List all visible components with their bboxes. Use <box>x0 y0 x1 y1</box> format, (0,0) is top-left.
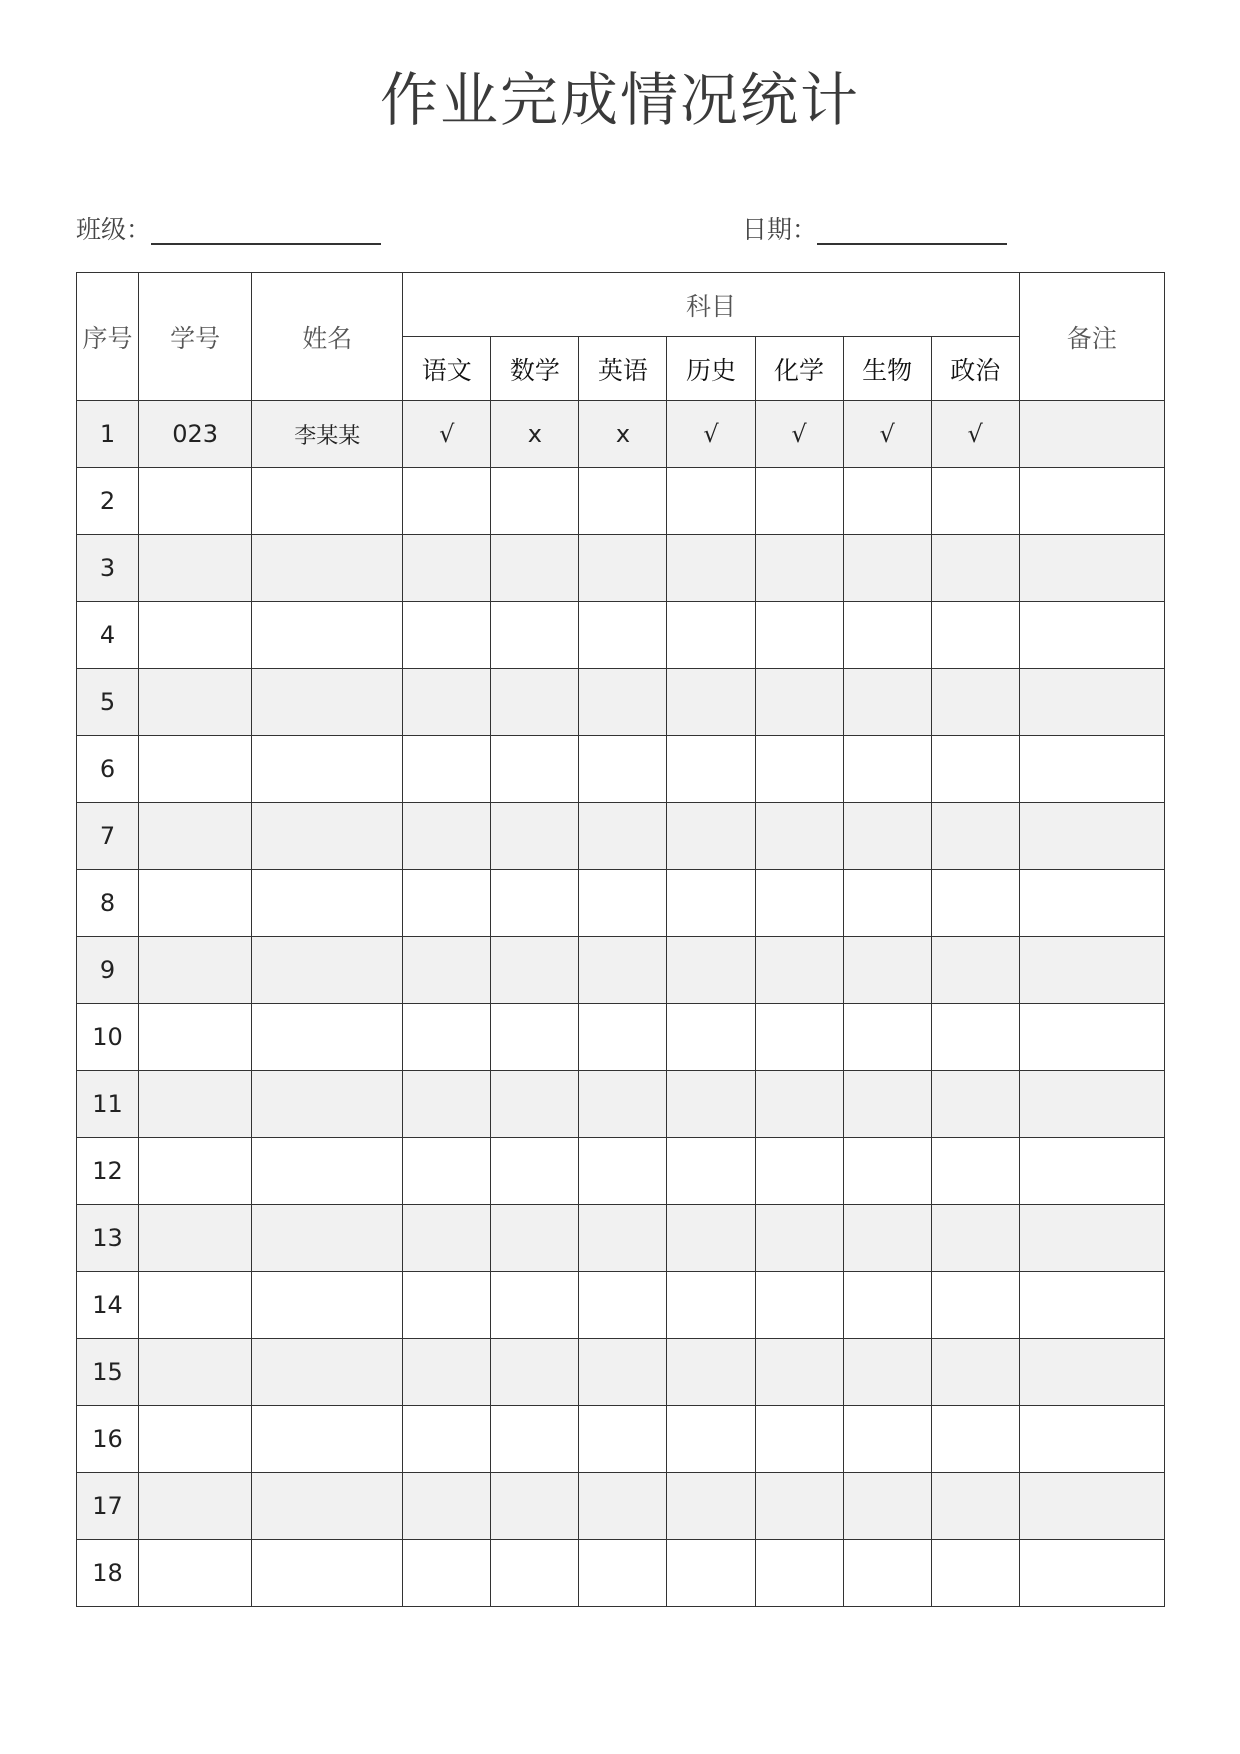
cell-mark[interactable] <box>843 937 931 1004</box>
cell-seq: 1 <box>77 401 139 468</box>
cell-mark[interactable] <box>755 1406 843 1473</box>
table-row <box>77 1071 1165 1138</box>
header-subjects-group: 科目 <box>403 273 1019 337</box>
table-row <box>77 1473 1165 1540</box>
cell-student-id[interactable] <box>139 870 252 937</box>
cell-name[interactable] <box>252 1406 403 1473</box>
cell-mark[interactable] <box>579 669 667 736</box>
date-field <box>742 215 1007 245</box>
cell-mark[interactable] <box>843 1138 931 1205</box>
cell-mark[interactable] <box>755 1071 843 1138</box>
cell-mark[interactable] <box>579 468 667 535</box>
cell-mark[interactable] <box>843 1071 931 1138</box>
cell-mark[interactable] <box>579 1138 667 1205</box>
cell-name[interactable] <box>252 602 403 669</box>
cell-student-id[interactable] <box>139 535 252 602</box>
cell-remark[interactable] <box>1019 1339 1164 1406</box>
cell-seq: 17 <box>77 1473 139 1540</box>
header-seq: 序号 <box>77 273 139 401</box>
cell-seq: 11 <box>77 1071 139 1138</box>
cell-name[interactable] <box>252 1205 403 1272</box>
cell-name[interactable]: 李某某 <box>252 401 403 468</box>
cell-mark[interactable] <box>579 1339 667 1406</box>
cell-mark[interactable] <box>931 669 1019 736</box>
cell-seq: 3 <box>77 535 139 602</box>
cell-mark[interactable] <box>931 1138 1019 1205</box>
cell-mark[interactable] <box>491 1071 579 1138</box>
table-row <box>77 1406 1165 1473</box>
header-remark: 备注 <box>1019 273 1164 401</box>
cell-mark[interactable] <box>931 468 1019 535</box>
cell-mark[interactable] <box>579 803 667 870</box>
cell-name[interactable] <box>252 535 403 602</box>
cell-mark[interactable] <box>491 736 579 803</box>
cell-mark[interactable] <box>579 736 667 803</box>
cell-remark[interactable] <box>1019 1138 1164 1205</box>
table-row <box>77 602 1165 669</box>
header-subject: 历史 <box>667 337 755 401</box>
cell-seq: 15 <box>77 1339 139 1406</box>
cell-name[interactable] <box>252 1272 403 1339</box>
cell-mark[interactable] <box>755 736 843 803</box>
cell-remark[interactable] <box>1019 870 1164 937</box>
cell-mark[interactable] <box>667 803 755 870</box>
table-row <box>77 870 1165 937</box>
cell-mark[interactable] <box>491 1339 579 1406</box>
table-row <box>77 1004 1165 1071</box>
cell-mark[interactable] <box>843 1205 931 1272</box>
cell-seq: 2 <box>77 468 139 535</box>
cell-mark[interactable] <box>843 602 931 669</box>
cell-mark[interactable] <box>931 1205 1019 1272</box>
cell-mark[interactable] <box>667 1071 755 1138</box>
cell-name[interactable] <box>252 736 403 803</box>
class-field <box>76 215 381 245</box>
cell-mark[interactable] <box>843 870 931 937</box>
cell-mark[interactable] <box>579 937 667 1004</box>
class-label: 班级： <box>76 215 152 244</box>
cell-mark[interactable] <box>403 1473 491 1540</box>
cell-mark[interactable] <box>579 870 667 937</box>
table-row <box>77 1138 1165 1205</box>
cell-remark[interactable] <box>1019 535 1164 602</box>
cell-mark[interactable] <box>755 870 843 937</box>
cell-mark[interactable] <box>931 803 1019 870</box>
cell-student-id[interactable] <box>139 1339 252 1406</box>
cell-mark[interactable] <box>843 1406 931 1473</box>
header-subject: 英语 <box>579 337 667 401</box>
cell-mark[interactable] <box>491 669 579 736</box>
cell-student-id[interactable] <box>139 736 252 803</box>
cell-mark[interactable]: √ <box>843 401 931 468</box>
cell-mark[interactable] <box>403 1138 491 1205</box>
cell-mark[interactable] <box>843 468 931 535</box>
table-row <box>77 468 1165 535</box>
cell-student-id[interactable] <box>139 1473 252 1540</box>
cell-mark[interactable] <box>931 1473 1019 1540</box>
cell-remark[interactable] <box>1019 1272 1164 1339</box>
cell-name[interactable] <box>252 1071 403 1138</box>
cell-mark[interactable] <box>843 1272 931 1339</box>
cell-student-id[interactable] <box>139 468 252 535</box>
cell-mark[interactable]: √ <box>667 401 755 468</box>
cell-mark[interactable]: √ <box>931 401 1019 468</box>
header-student-id: 学号 <box>139 273 252 401</box>
cell-mark[interactable] <box>491 1406 579 1473</box>
header-subject: 政治 <box>931 337 1019 401</box>
cell-mark[interactable] <box>843 535 931 602</box>
table-row <box>77 803 1165 870</box>
cell-mark[interactable] <box>491 937 579 1004</box>
cell-mark[interactable]: √ <box>403 401 491 468</box>
table-row <box>77 1205 1165 1272</box>
cell-remark[interactable] <box>1019 602 1164 669</box>
cell-mark[interactable] <box>931 1004 1019 1071</box>
table-row <box>77 1272 1165 1339</box>
cell-name[interactable] <box>252 870 403 937</box>
cell-mark[interactable] <box>843 803 931 870</box>
cell-mark[interactable] <box>667 1540 755 1607</box>
cell-mark[interactable] <box>755 937 843 1004</box>
cell-mark[interactable] <box>755 602 843 669</box>
cell-mark[interactable] <box>667 468 755 535</box>
cell-mark[interactable] <box>843 1473 931 1540</box>
table-row <box>77 1339 1165 1406</box>
header-subject: 语文 <box>403 337 491 401</box>
cell-mark[interactable] <box>491 870 579 937</box>
cell-mark[interactable] <box>403 602 491 669</box>
cell-mark[interactable] <box>667 870 755 937</box>
cell-mark[interactable] <box>403 535 491 602</box>
cell-remark[interactable] <box>1019 937 1164 1004</box>
cell-student-id[interactable] <box>139 1138 252 1205</box>
cell-name[interactable] <box>252 1138 403 1205</box>
cell-mark[interactable] <box>403 1071 491 1138</box>
cell-mark[interactable] <box>403 803 491 870</box>
cell-mark[interactable] <box>755 1272 843 1339</box>
cell-mark[interactable]: x <box>579 401 667 468</box>
cell-seq: 13 <box>77 1205 139 1272</box>
table-row <box>77 937 1165 1004</box>
class-input-line[interactable] <box>151 217 381 245</box>
cell-mark[interactable] <box>667 1272 755 1339</box>
cell-mark[interactable] <box>579 1406 667 1473</box>
cell-name[interactable] <box>252 1540 403 1607</box>
cell-mark[interactable] <box>667 1406 755 1473</box>
cell-mark[interactable] <box>931 937 1019 1004</box>
cell-mark[interactable] <box>755 1205 843 1272</box>
cell-mark[interactable] <box>755 803 843 870</box>
cell-name[interactable] <box>252 468 403 535</box>
cell-seq: 12 <box>77 1138 139 1205</box>
cell-seq: 6 <box>77 736 139 803</box>
cell-mark[interactable] <box>667 1205 755 1272</box>
cell-mark[interactable] <box>843 736 931 803</box>
cell-name[interactable] <box>252 1339 403 1406</box>
table-row <box>77 669 1165 736</box>
cell-student-id[interactable] <box>139 937 252 1004</box>
cell-remark[interactable] <box>1019 803 1164 870</box>
cell-mark[interactable] <box>579 1473 667 1540</box>
cell-mark[interactable] <box>931 1339 1019 1406</box>
cell-mark[interactable] <box>931 1071 1019 1138</box>
cell-seq: 16 <box>77 1406 139 1473</box>
cell-student-id[interactable] <box>139 1406 252 1473</box>
cell-mark[interactable] <box>403 1339 491 1406</box>
cell-mark[interactable] <box>931 1540 1019 1607</box>
cell-student-id[interactable]: 023 <box>139 401 252 468</box>
cell-mark[interactable] <box>755 669 843 736</box>
cell-mark[interactable]: x <box>491 401 579 468</box>
cell-student-id[interactable] <box>139 1004 252 1071</box>
cell-remark[interactable] <box>1019 736 1164 803</box>
cell-seq: 4 <box>77 602 139 669</box>
cell-student-id[interactable] <box>139 1540 252 1607</box>
header-subject: 生物 <box>843 337 931 401</box>
cell-mark[interactable] <box>491 1138 579 1205</box>
cell-mark[interactable] <box>843 1540 931 1607</box>
cell-mark[interactable] <box>931 1272 1019 1339</box>
cell-mark[interactable] <box>667 669 755 736</box>
date-input-line[interactable] <box>817 217 1007 245</box>
cell-seq: 5 <box>77 669 139 736</box>
header-name: 姓名 <box>252 273 403 401</box>
cell-mark[interactable] <box>755 535 843 602</box>
cell-student-id[interactable] <box>139 669 252 736</box>
cell-mark[interactable] <box>491 535 579 602</box>
page-title: 作业完成情况统计 <box>379 66 860 134</box>
cell-mark[interactable] <box>403 1272 491 1339</box>
cell-mark[interactable] <box>579 1272 667 1339</box>
cell-mark[interactable] <box>403 736 491 803</box>
cell-remark[interactable] <box>1019 1004 1164 1071</box>
cell-mark[interactable] <box>843 1339 931 1406</box>
header-subject: 化学 <box>755 337 843 401</box>
table-row <box>77 535 1165 602</box>
cell-mark[interactable] <box>931 602 1019 669</box>
cell-name[interactable] <box>252 937 403 1004</box>
cell-remark[interactable] <box>1019 1406 1164 1473</box>
cell-mark[interactable] <box>667 602 755 669</box>
cell-mark[interactable] <box>931 736 1019 803</box>
cell-mark[interactable] <box>403 669 491 736</box>
cell-mark[interactable] <box>579 1004 667 1071</box>
cell-mark[interactable] <box>403 870 491 937</box>
cell-mark[interactable] <box>579 535 667 602</box>
table-row <box>77 1540 1165 1607</box>
cell-mark[interactable] <box>843 1004 931 1071</box>
cell-mark[interactable] <box>667 1339 755 1406</box>
cell-mark[interactable] <box>403 1540 491 1607</box>
cell-remark[interactable] <box>1019 1473 1164 1540</box>
cell-remark[interactable] <box>1019 669 1164 736</box>
cell-mark[interactable] <box>491 1272 579 1339</box>
cell-remark[interactable] <box>1019 1205 1164 1272</box>
cell-mark[interactable] <box>755 1339 843 1406</box>
cell-mark[interactable] <box>491 1004 579 1071</box>
cell-mark[interactable] <box>403 1004 491 1071</box>
cell-mark[interactable] <box>491 1473 579 1540</box>
cell-seq: 7 <box>77 803 139 870</box>
cell-student-id[interactable] <box>139 602 252 669</box>
date-label: 日期： <box>742 215 818 244</box>
cell-mark[interactable] <box>491 468 579 535</box>
cell-seq: 9 <box>77 937 139 1004</box>
cell-mark[interactable] <box>667 1473 755 1540</box>
cell-name[interactable] <box>252 1473 403 1540</box>
cell-name[interactable] <box>252 1004 403 1071</box>
cell-seq: 18 <box>77 1540 139 1607</box>
cell-mark[interactable] <box>755 468 843 535</box>
cell-mark[interactable] <box>491 1540 579 1607</box>
cell-mark[interactable] <box>667 1138 755 1205</box>
cell-mark[interactable]: √ <box>755 401 843 468</box>
cell-mark[interactable] <box>403 1406 491 1473</box>
cell-student-id[interactable] <box>139 1272 252 1339</box>
cell-mark[interactable] <box>579 1540 667 1607</box>
cell-seq: 8 <box>77 870 139 937</box>
cell-mark[interactable] <box>403 937 491 1004</box>
cell-mark[interactable] <box>491 803 579 870</box>
table-row <box>77 401 1165 468</box>
cell-mark[interactable] <box>579 602 667 669</box>
cell-mark[interactable] <box>491 1205 579 1272</box>
cell-mark[interactable] <box>579 1205 667 1272</box>
cell-mark[interactable] <box>491 602 579 669</box>
cell-mark[interactable] <box>667 937 755 1004</box>
cell-mark[interactable] <box>667 1004 755 1071</box>
cell-remark[interactable] <box>1019 1540 1164 1607</box>
cell-student-id[interactable] <box>139 803 252 870</box>
cell-remark[interactable] <box>1019 401 1164 468</box>
cell-mark[interactable] <box>403 468 491 535</box>
cell-mark[interactable] <box>931 1406 1019 1473</box>
cell-mark[interactable] <box>403 1205 491 1272</box>
cell-seq: 14 <box>77 1272 139 1339</box>
cell-remark[interactable] <box>1019 468 1164 535</box>
cell-mark[interactable] <box>931 535 1019 602</box>
cell-mark[interactable] <box>755 1138 843 1205</box>
cell-remark[interactable] <box>1019 1071 1164 1138</box>
cell-student-id[interactable] <box>139 1071 252 1138</box>
cell-student-id[interactable] <box>139 1205 252 1272</box>
cell-mark[interactable] <box>843 669 931 736</box>
cell-seq: 10 <box>77 1004 139 1071</box>
cell-name[interactable] <box>252 803 403 870</box>
header-subject: 数学 <box>491 337 579 401</box>
homework-table <box>76 272 1165 1607</box>
cell-mark[interactable] <box>755 1004 843 1071</box>
cell-mark[interactable] <box>755 1540 843 1607</box>
cell-mark[interactable] <box>667 535 755 602</box>
cell-mark[interactable] <box>667 736 755 803</box>
table-row <box>77 736 1165 803</box>
cell-name[interactable] <box>252 669 403 736</box>
cell-mark[interactable] <box>755 1473 843 1540</box>
cell-mark[interactable] <box>931 870 1019 937</box>
cell-mark[interactable] <box>579 1071 667 1138</box>
